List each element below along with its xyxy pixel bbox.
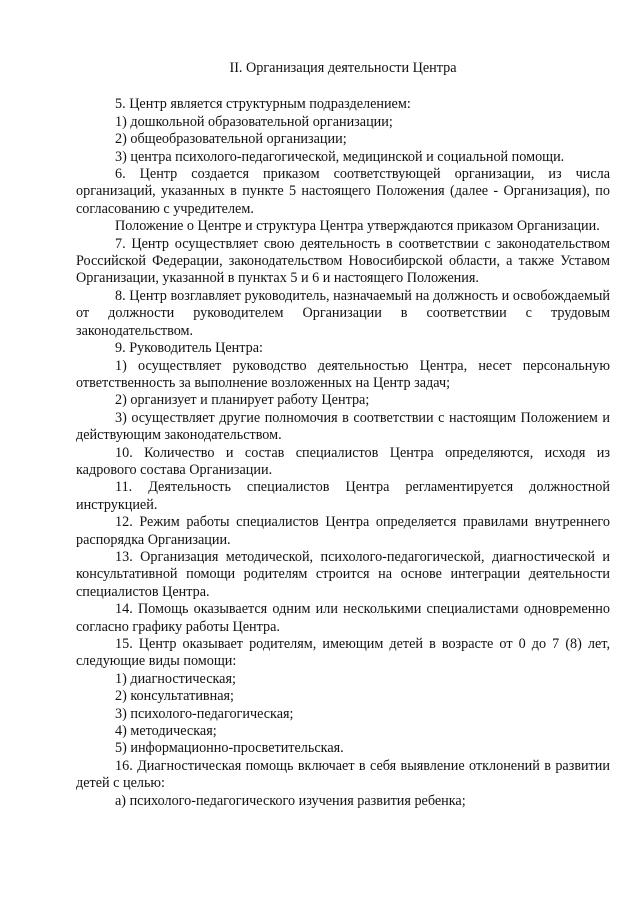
paragraph: Положение о Центре и структура Центра утверждаются приказом Организации. <box>115 218 600 235</box>
paragraph: 10. Количество и состав специалистов Центра определяются, исходя из кадрового состава Организации. <box>76 444 610 478</box>
paragraph: 5) информационно-просветительская. <box>115 740 344 757</box>
paragraph: 3) осуществляет другие полномочия в соответствии с настоящим Положением и действующим законодательством. <box>76 409 610 444</box>
paragraph: 2) консультативная; <box>115 688 234 705</box>
paragraph: 14. Помощь оказывается одним или несколькими специалистами одновременно согласно графику работы Центра. <box>76 601 610 635</box>
paragraph: 8. Центр возглавляет руководитель, назначаемый на должность и освобождаемый от должности руководителем Организации в соответствии с трудовым законодательством. <box>76 287 610 339</box>
document-body <box>76 60 610 810</box>
paragraph: 6. Центр создается приказом соответствующей организации, из числа организаций, указанных в пункте 5 настоящего Положения (далее - Организация), по согласованию с учредителем. <box>76 166 610 217</box>
paragraph: 2) общеобразовательной организации; <box>115 131 347 148</box>
paragraph: 1) диагностическая; <box>115 670 236 687</box>
paragraph: а) психолого-педагогического изучения развития ребенка; <box>115 792 466 809</box>
paragraph: 1) дошкольной образовательной организации; <box>115 113 393 130</box>
paragraph: 13. Организация методической, психолого-педагогической, диагностической и консультативной помощи родителям строится на основе интеграции деятельности специалистов Центра. <box>76 548 610 600</box>
paragraph: 12. Режим работы специалистов Центра определяется правилами внутреннего распорядка Организации. <box>76 514 610 548</box>
paragraph: 7. Центр осуществляет свою деятельность в соответствии с законодательством Российской Федерации, законодательством Новосибирской области, а также Уставом Организации, указанной в пунктах 5 и 6 и настоящего Положения. <box>76 235 610 287</box>
paragraph: 1) осуществляет руководство деятельностью Центра, несет персональную ответственность за выполнение возложенных на Центр задач; <box>76 357 610 391</box>
paragraph: 2) организует и планирует работу Центра; <box>115 392 370 409</box>
paragraph: 3) психолого-педагогическая; <box>115 705 294 722</box>
paragraph: 3) центра психолого-педагогической, медицинской и социальной помощи. <box>115 148 565 165</box>
paragraph: 16. Диагностическая помощь включает в себя выявление отклонений в развитии детей с целью: <box>76 757 610 792</box>
paragraph: 11. Деятельность специалистов Центра регламентируется должностной инструкцией. <box>76 479 610 513</box>
paragraph: 4) методическая; <box>115 723 217 740</box>
paragraph: 15. Центр оказывает родителям, имеющим детей в возрасте от 0 до 7 (8) лет, следующие виды помощи: <box>76 636 610 670</box>
section-title: II. Организация деятельности Центра <box>229 60 457 76</box>
paragraph: 5. Центр является структурным подразделением: <box>115 96 411 113</box>
paragraph: 9. Руководитель Центра: <box>115 340 263 357</box>
